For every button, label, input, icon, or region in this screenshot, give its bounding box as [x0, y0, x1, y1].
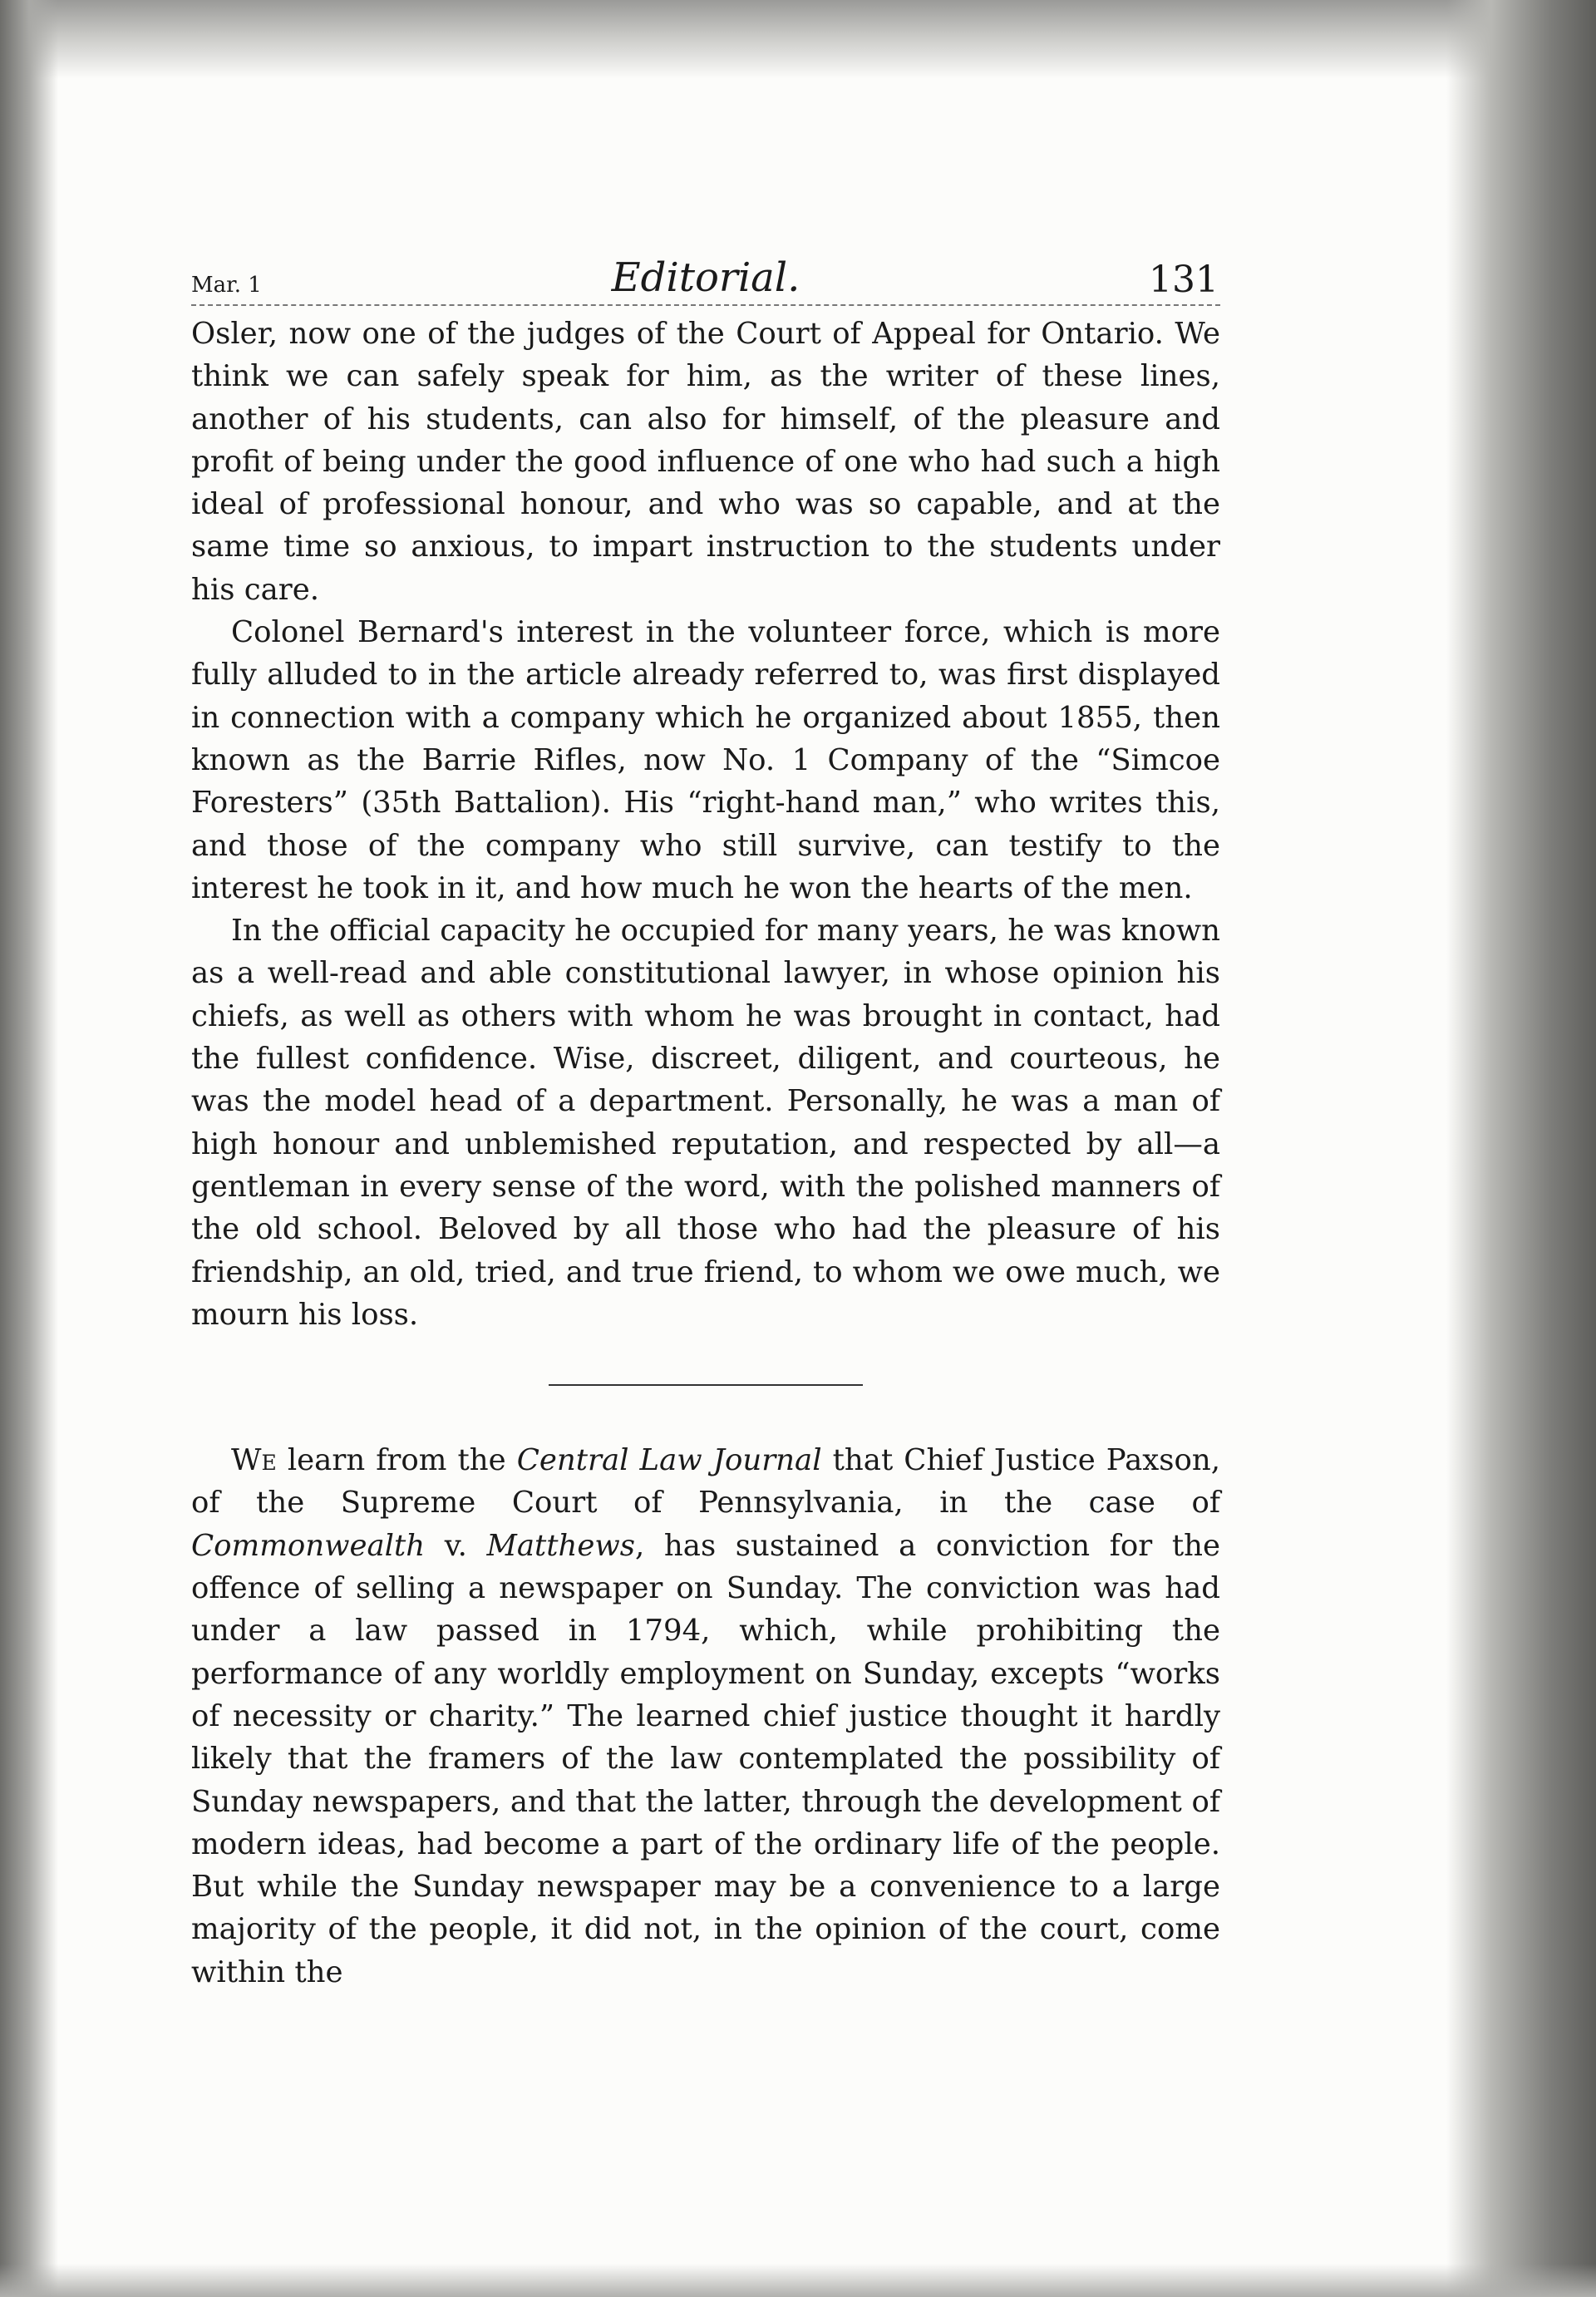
article-paragraph: [191, 1439, 1220, 1994]
paragraph: In the official capacity he occupied for many years, he was known as a well-read and able constitutional lawyer, in whose opinion his chiefs, as well as others with whom he was brought in contact, had the fullest confidence. Wise, discreet, diligent, and courteous, he was the model head of a department. Personally, he was a man of high honour and unblemished reputation, and respected by all—a gentleman in every sense of the word, with the polished manners of the old school. Beloved by all those who had the pleasure of his friendship, an old, tried, and true friend, to whom we owe much, we mourn his loss.: [191, 914, 1220, 1332]
paragraph: Osler, now one of the judges of the Court of Appeal for Ontario. We think we can safely speak for him, as the writer of these lines, another of his students, can also for himself, of the pleasure and profit of being under the good influence of one who had such a high ideal of professional honour, and who was so capable, and at the same time so anxious, to impart instruction to the students under his care.: [191, 317, 1220, 607]
running-header: [191, 249, 1220, 306]
journal-title: Central Law Journal: [516, 1443, 822, 1478]
text-segment: that Chief Justice Paxson, of the Supreme Court of Pennsylvania, in the case of: [191, 1443, 1220, 1521]
text-segment: v.: [425, 1528, 487, 1563]
header-date: Mar. 1: [191, 273, 262, 298]
book-page: [191, 249, 1220, 1994]
case-name: Commonwealth: [191, 1528, 426, 1563]
header-title: Editorial.: [611, 254, 800, 301]
text-segment: , has sustained a conviction for the offence of selling a newspaper on Sunday. The conviction was had under a law passed in 1794, which, while prohibiting the performance of any worldly employment on Sunday, excepts “works of necessity or charity.” The learned chief justice thought it hardly likely that the framers of the law contemplated the possibility of Sunday newspapers, and that the latter, through the development of modern ideas, had become a part of the ordinary life of the people. But while the Sunday newspaper may be a convenience to a large majority of the people, it did not, in the opinion of the court, come within the: [191, 1528, 1220, 1989]
text-segment: learn from the: [276, 1443, 517, 1478]
lead-word: We: [231, 1443, 277, 1478]
section-divider: [549, 1384, 863, 1386]
case-name: Matthews: [486, 1528, 636, 1563]
scan-border-right: [1446, 0, 1596, 2297]
scan-border-left: [0, 0, 58, 2297]
scan-border-top: [0, 0, 1596, 79]
page-number: 131: [1149, 259, 1219, 301]
scan-border-bottom: [0, 2264, 1596, 2297]
paragraph: Colonel Bernard's interest in the volunteer force, which is more fully alluded to in the article already referred to, was first displayed in connection with a company which he organized about 1855, then known as the Barrie Rifles, now No. 1 Company of the “Simcoe Foresters” (35th Battalion). His “right-hand man,” who writes this, and those of the company who still survive, can testify to the interest he took in it, and how much he won the hearts of the men.: [191, 615, 1220, 905]
